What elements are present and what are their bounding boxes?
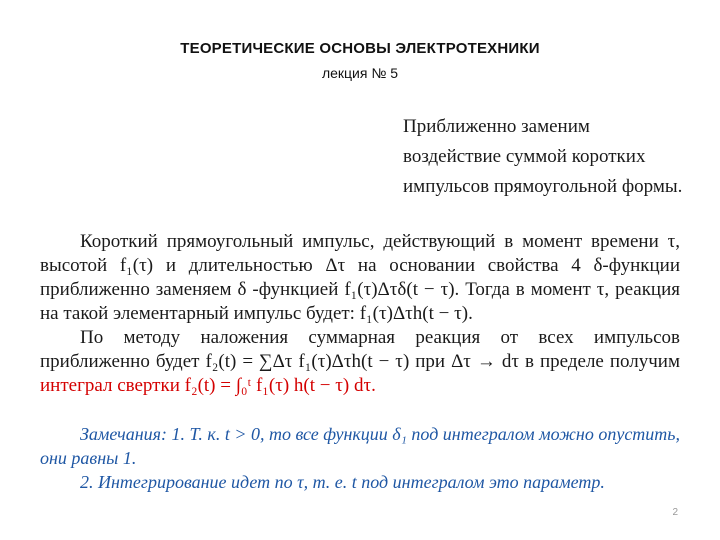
remarks bbox=[40, 422, 680, 494]
remark-1: Замечания: 1. Т. к. t > 0, то все функции δ₁ под интегралом можно опустить, они равны 1. bbox=[40, 424, 680, 468]
convolution-integral: интеграл свертки f₂(t) = ∫₀ᵗ f₁(τ) h(t − τ) dτ. bbox=[40, 375, 376, 396]
superposition-text: По методу наложения суммарная реакция от всех импульсов приближенно будет f₂(t) = ∑Δτ f₁(τ)Δτh(t − τ) при Δτ → dτ в пределе получим bbox=[40, 327, 680, 372]
main-text bbox=[40, 230, 680, 398]
lecture-subtitle: лекция № 5 bbox=[321, 65, 399, 81]
paragraph-impulse: Короткий прямоугольный импульс, действующий в момент времени τ, высотой f₁(τ) и длительностью Δτ на основании свойства 4 δ-функции приближенно заменяем δ -функцией f₁(τ)Δτδ(t − τ). Тогда в момент τ, реакция на такой элементарный импульс будет: f₁(τ)Δτh(t − τ). bbox=[40, 231, 680, 324]
remark-2: 2. Интегрирование идет по τ, т. е. t под интегралом это параметр. bbox=[80, 472, 605, 492]
paragraph-superposition bbox=[40, 326, 680, 398]
slide-header bbox=[0, 40, 720, 81]
approximation-note: Приближенно заменим воздействие суммой коротких импульсов прямоугольной формы. bbox=[403, 116, 683, 197]
slide-title: ТЕОРЕТИЧЕСКИЕ ОСНОВЫ ЭЛЕКТРОТЕХНИКИ bbox=[180, 40, 540, 57]
page-number: 2 bbox=[672, 507, 678, 518]
